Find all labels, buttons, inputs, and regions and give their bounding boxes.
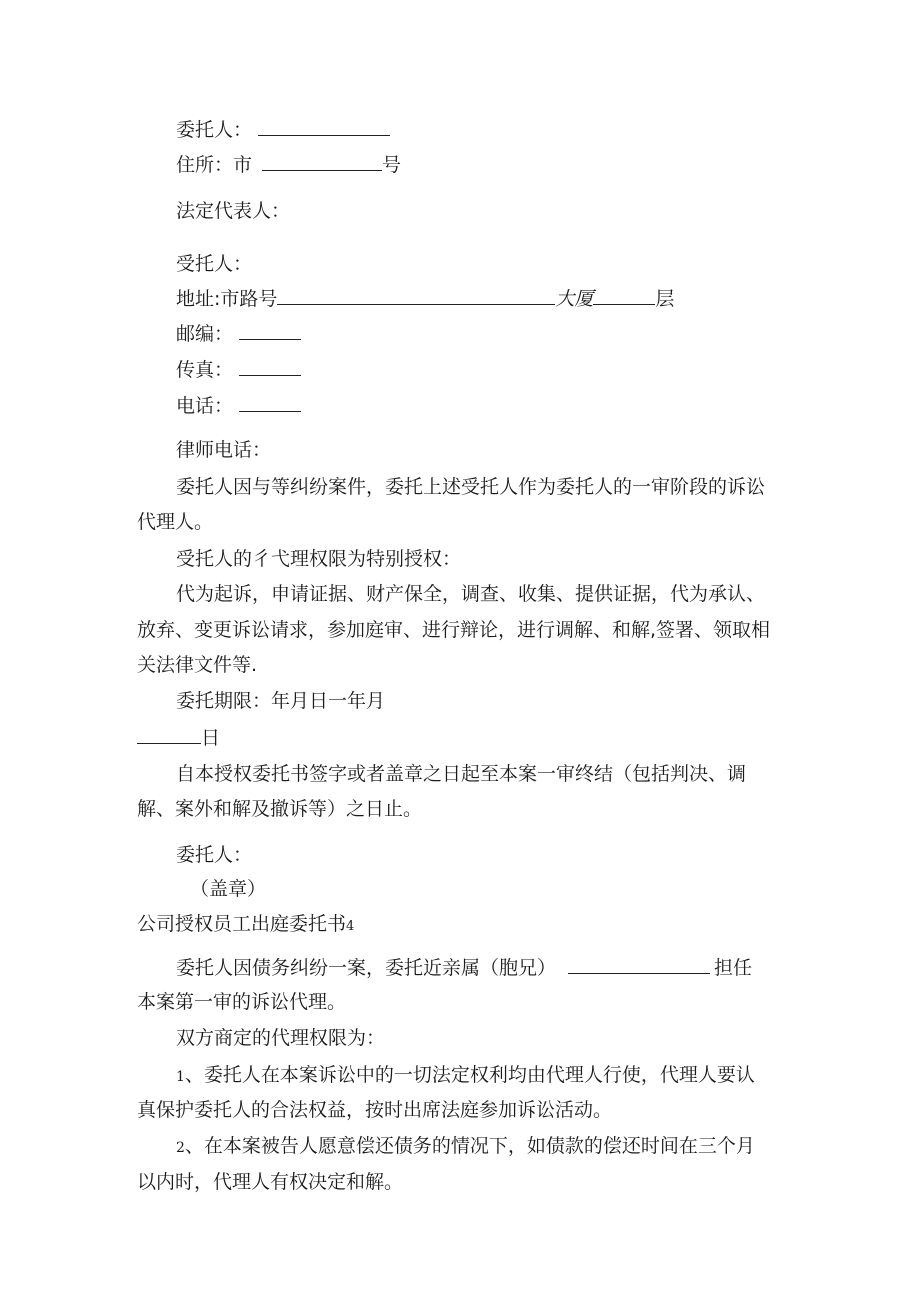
agent-address-blank (277, 287, 555, 305)
term-day-blank (137, 726, 201, 744)
phone-label: 电话： (176, 395, 234, 417)
principal-label: 委托人： (176, 119, 253, 141)
s2-item1-num: 1 (176, 1069, 185, 1085)
para1-line2: 代理人。 (137, 511, 214, 533)
para3-line2: 放弃、变更诉讼请求，参加庭审、进行辩论，进行调解、和解,签署、领取相 (137, 619, 771, 641)
address-label: 住所：市 (176, 154, 253, 176)
agent-address-label: 地址:市路号 (176, 288, 278, 310)
s2-relative-blank (568, 956, 710, 974)
zip-blank (239, 322, 301, 340)
term-line: 委托期限：年月日一年月 (176, 690, 386, 712)
para2: 受托人的彳弋理权限为特别授权： (176, 548, 462, 570)
principal-blank (258, 118, 390, 136)
lawyer-phone-line: 律师电话： (176, 439, 272, 461)
agent-address-line (176, 287, 674, 311)
principal-line (176, 118, 390, 142)
section2-title-num: 4 (346, 919, 355, 934)
phone-blank (239, 394, 301, 412)
s2-item1-line1 (176, 1063, 755, 1089)
s2-item2-line1 (176, 1134, 755, 1160)
s2-p1-text-b: 担任 (714, 957, 753, 979)
floor-text: 层 (655, 288, 675, 310)
para4-line2: 解、案外和解及撤诉等）之日止。 (137, 798, 423, 820)
s2-p2: 双方商定的代理权限为： (176, 1027, 386, 1049)
section2-title (137, 912, 354, 939)
address-line (176, 153, 401, 177)
s2-item2-text: 、在本案被告人愿意偿还债务的情况下，如债款的偿还时间在三个月 (184, 1135, 755, 1157)
sign-line: 委托人： (176, 844, 253, 866)
s2-item2-line2: 以内时，代理人有权决定和解。 (137, 1171, 404, 1193)
term-day-text: 日 (201, 727, 221, 749)
floor-blank (593, 287, 655, 305)
agent-line: 受托人： (176, 253, 253, 275)
s2-item1-text: 、委托人在本案诉讼中的一切法定权利均由代理人行使，代理人要认 (184, 1064, 755, 1086)
s2-item1-line2: 真保护委托人的合法权益，按时出席法庭参加诉讼活动。 (137, 1099, 613, 1121)
para3-line3: 关法律文件等. (137, 654, 258, 676)
s2-item2-num: 2 (176, 1140, 185, 1156)
section2-title-text: 公司授权员工出庭委托书 (137, 913, 347, 935)
fax-line (176, 358, 301, 382)
term-day-line (137, 726, 220, 750)
s2-p1-text-a: 委托人因债务纠纷一案，委托近亲属（胞兄） (176, 957, 557, 979)
s2-p1-line1 (176, 956, 752, 980)
s2-p1-line2: 本案第一审的诉讼代理。 (137, 991, 347, 1013)
para4-line1: 自本授权委托书签字或者盖章之日起至本案一审终结（包括判决、调 (176, 763, 747, 785)
zip-line (176, 322, 301, 346)
fax-label: 传真： (176, 359, 234, 381)
legal-rep-line: 法定代表人： (176, 200, 291, 222)
address-blank (262, 153, 382, 171)
building-text: 大厦 (555, 288, 594, 310)
address-suffix: 号 (382, 154, 402, 176)
para1-line1: 委托人因与等纠纷案件，委托上述受托人作为委托人的一审阶段的诉讼 (176, 476, 766, 498)
seal-line: （盖章） (190, 878, 267, 900)
phone-line (176, 394, 301, 418)
fax-blank (239, 358, 301, 376)
para3-line1: 代为起诉，申请证据、财产保全，调查、收集、提供证据，代为承认、 (176, 583, 766, 605)
zip-label: 邮编： (176, 323, 234, 345)
